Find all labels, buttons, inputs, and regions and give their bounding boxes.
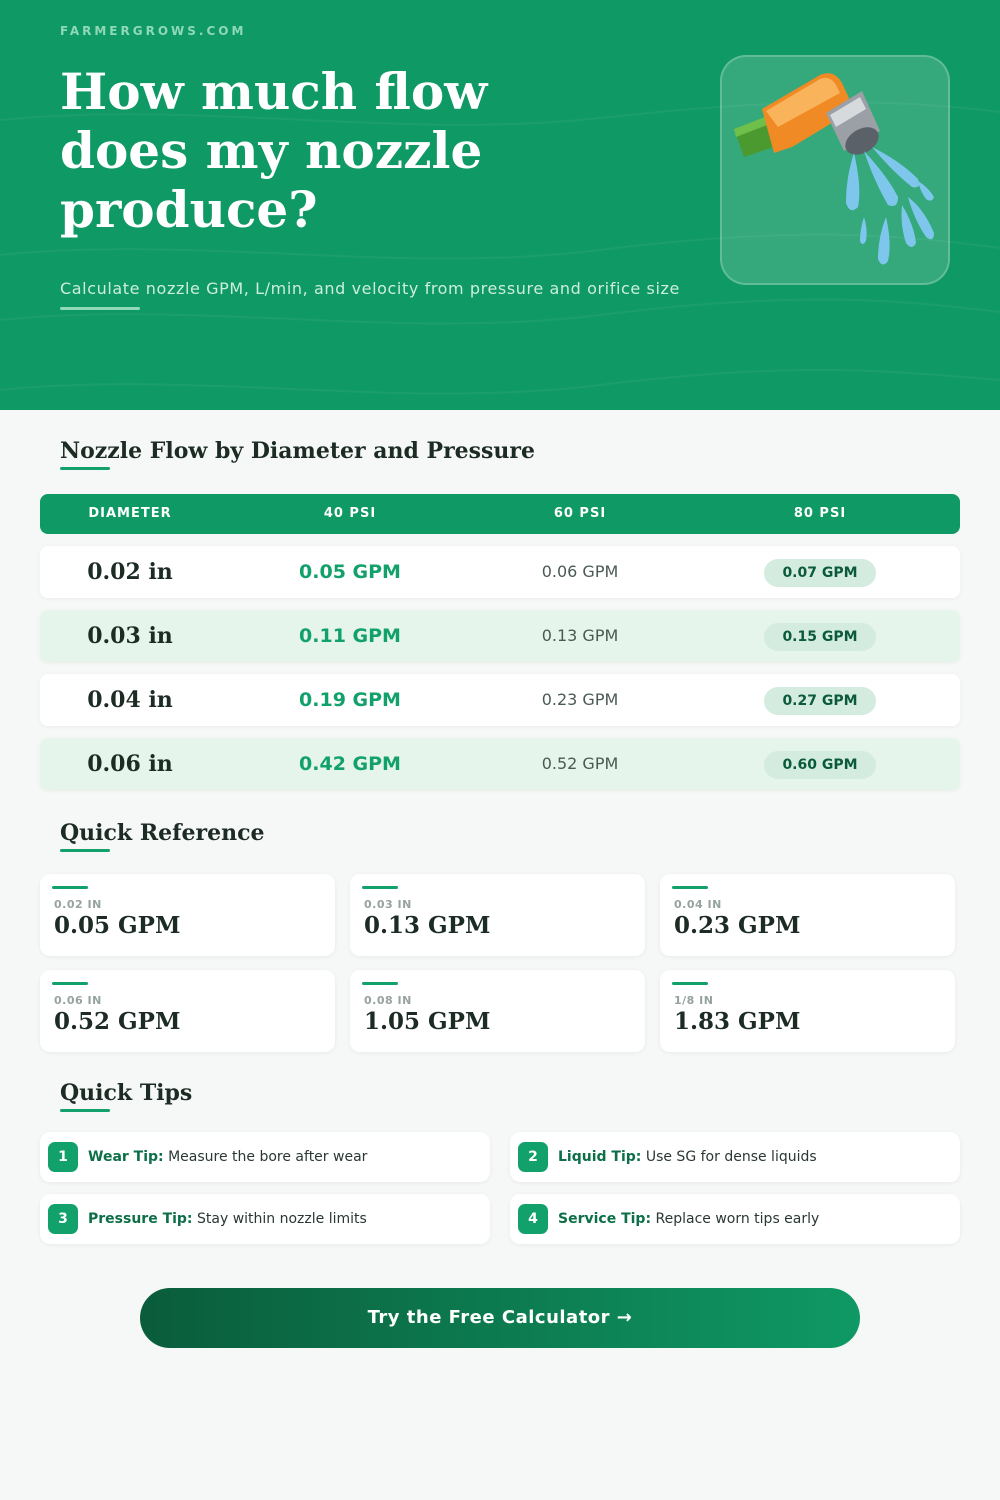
table-row: [40, 674, 960, 726]
row-flow-40-psi: 0.05 GPM: [299, 561, 401, 583]
header-60-psi: 60 PSI: [553, 506, 607, 521]
card-label: 0.08 IN: [364, 994, 412, 1007]
row-flow-60-psi: 0.23 GPM: [541, 690, 619, 709]
try-calculator-button[interactable]: Try the Free Calculator →: [140, 1288, 860, 1348]
tip-number-badge: 3: [48, 1204, 78, 1234]
flow-80-psi-badge: 0.27 GPM: [764, 687, 876, 715]
card-accent-bar: [362, 886, 398, 889]
row-flow-60-psi: 0.52 GPM: [541, 754, 619, 773]
reference-card: [660, 874, 955, 956]
row-flow-80-psi-cell: [710, 674, 930, 726]
tips-section-title: Quick Tips: [60, 1080, 193, 1106]
row-diameter: 0.04 in: [87, 687, 173, 713]
reference-card: [350, 970, 645, 1052]
row-diameter: 0.02 in: [87, 559, 173, 585]
page-title: How much flow does my nozzle produce?: [60, 62, 488, 239]
card-label: 0.02 IN: [54, 898, 102, 911]
table-row: [40, 610, 960, 662]
header-80-psi: 80 PSI: [793, 506, 847, 521]
row-flow-80-psi-cell: [710, 546, 930, 598]
row-flow-60-psi: 0.06 GPM: [541, 562, 619, 581]
table-section-title: Nozzle Flow by Diameter and Pressure: [60, 438, 536, 464]
tip-body: Use SG for dense liquids: [645, 1149, 817, 1165]
tips-section-underline: [60, 1109, 110, 1112]
card-label: 0.03 IN: [364, 898, 412, 911]
card-value: 0.05 GPM: [54, 912, 181, 939]
card-value: 0.13 GPM: [364, 912, 491, 939]
card-value: 1.83 GPM: [674, 1008, 801, 1035]
table-row: [40, 738, 960, 790]
tip-number-badge: 4: [518, 1204, 548, 1234]
reference-section-title: Quick Reference: [60, 820, 265, 846]
tip-body: Stay within nozzle limits: [197, 1211, 367, 1227]
hero-banner: [0, 0, 1000, 410]
tip-item: [510, 1132, 960, 1182]
tip-number-badge: 1: [48, 1142, 78, 1172]
brand-name[interactable]: FARMERGROWS.COM: [60, 24, 247, 38]
tip-item: [40, 1132, 490, 1182]
card-value: 0.23 GPM: [674, 912, 801, 939]
row-flow-40-psi: 0.42 GPM: [299, 753, 401, 775]
table-header-row: [40, 494, 960, 534]
flow-80-psi-badge: 0.07 GPM: [764, 559, 876, 587]
tip-item: [40, 1194, 490, 1244]
card-accent-bar: [672, 982, 708, 985]
hero-illustration: [720, 55, 950, 285]
row-flow-80-psi-cell: [710, 610, 930, 662]
table-row: [40, 546, 960, 598]
reference-section-underline: [60, 849, 110, 852]
card-label: 0.06 IN: [54, 994, 102, 1007]
flow-80-psi-badge: 0.60 GPM: [764, 751, 876, 779]
tip-text: [88, 1194, 367, 1244]
row-flow-40-psi: 0.19 GPM: [299, 689, 401, 711]
tip-label: Wear Tip:: [88, 1149, 164, 1165]
tip-body: Measure the bore after wear: [168, 1149, 368, 1165]
tip-text: [558, 1132, 817, 1182]
flow-80-psi-badge: 0.15 GPM: [764, 623, 876, 651]
card-value: 1.05 GPM: [364, 1008, 491, 1035]
card-accent-bar: [672, 886, 708, 889]
tip-label: Pressure Tip:: [88, 1211, 193, 1227]
tip-number-badge: 2: [518, 1142, 548, 1172]
reference-card: [40, 874, 335, 956]
card-label: 0.04 IN: [674, 898, 722, 911]
tip-text: [558, 1194, 819, 1244]
row-flow-60-psi: 0.13 GPM: [541, 626, 619, 645]
header-40-psi: 40 PSI: [323, 506, 377, 521]
row-flow-80-psi-cell: [710, 738, 930, 790]
row-diameter: 0.06 in: [87, 751, 173, 777]
card-accent-bar: [52, 886, 88, 889]
row-diameter: 0.03 in: [87, 623, 173, 649]
card-value: 0.52 GPM: [54, 1008, 181, 1035]
card-accent-bar: [362, 982, 398, 985]
tip-text: [88, 1132, 367, 1182]
subtitle-underline: [60, 307, 140, 310]
card-label: 1/8 IN: [674, 994, 714, 1007]
page-subtitle: Calculate nozzle GPM, L/min, and velocity from pressure and orifice size: [60, 279, 680, 298]
reference-card: [40, 970, 335, 1052]
tip-label: Liquid Tip:: [558, 1149, 642, 1165]
tip-label: Service Tip:: [558, 1211, 652, 1227]
reference-card: [350, 874, 645, 956]
reference-card: [660, 970, 955, 1052]
card-accent-bar: [52, 982, 88, 985]
tip-body: Replace worn tips early: [655, 1211, 820, 1227]
table-section-underline: [60, 467, 110, 470]
hose-nozzle-spraying-water-icon: [722, 57, 952, 287]
header-diameter: DIAMETER: [88, 506, 172, 521]
row-flow-40-psi: 0.11 GPM: [299, 625, 401, 647]
tip-item: [510, 1194, 960, 1244]
